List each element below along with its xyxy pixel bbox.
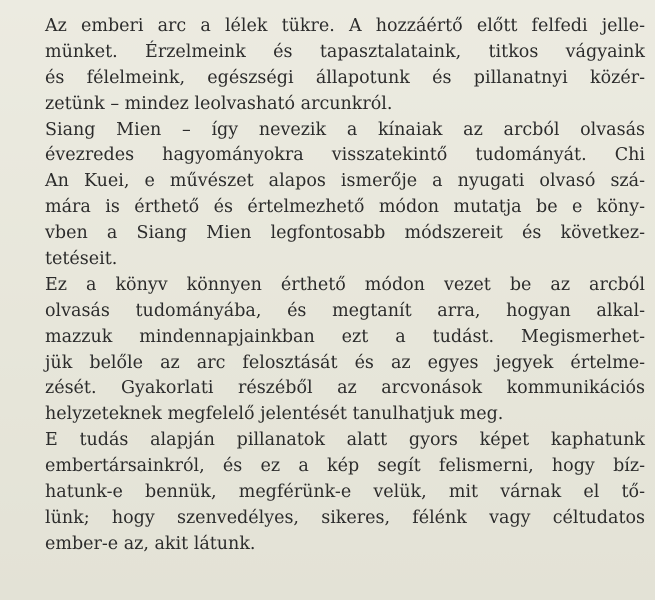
text-line: zését. Gyakorlati részéből az arcvonások kommunikációs: [45, 378, 645, 399]
text-line: mára is érthető és értelmezhető módon mutatja be e köny-: [45, 197, 645, 218]
text-line: tetéseit.: [45, 249, 118, 270]
text-line: Ez a könyv könnyen érthető módon vezet be az arcból: [45, 274, 645, 295]
text-line: és félelmeink, egészségi állapotunk és pillanatnyi közér-: [45, 67, 645, 88]
text-line: mazzuk mindennapjainkban ezt a tudást. Megismerhet-: [45, 326, 645, 347]
text-line: Siang Mien – így nevezik a kínaiak az arcból olvasás: [45, 119, 645, 140]
blurb-text: [45, 14, 645, 558]
text-line: ember-e az, akit látunk.: [45, 533, 256, 554]
text-line: Az emberi arc a lélek tükre. A hozzáértő előtt felfedi jelle-: [45, 16, 645, 36]
paragraph-4: [45, 428, 645, 557]
text-line: hatunk-e bennük, megférünk-e velük, mit várnak el tő-: [45, 482, 645, 503]
text-line: évezredes hagyományokra visszatekintő tudományát. Chi: [45, 145, 645, 166]
text-line: vben a Siang Mien legfontosabb módszereit és következ-: [45, 223, 645, 244]
text-line: münket. Érzelmeink és tapasztalataink, titkos vágyaink: [45, 41, 645, 62]
paragraph-2: [45, 118, 645, 273]
paragraph-1: [45, 14, 645, 118]
text-line: lünk; hogy szenvedélyes, sikeres, félénk vagy céltudatos: [45, 507, 645, 528]
text-line: helyzeteknek megfelelő jelentését tanulhatjuk meg.: [45, 404, 504, 425]
text-line: olvasás tudományába, és megtanít arra, hogyan alkal-: [45, 300, 645, 321]
text-line: An Kuei, e művészet alapos ismerője a nyugati olvasó szá-: [45, 171, 645, 192]
text-line: E tudás alapján pillanatok alatt gyors képet kaphatunk: [45, 430, 645, 451]
text-line: jük belőle az arc felosztását és az egyes jegyek értelme-: [45, 352, 645, 373]
text-line: embertársainkról, és ez a kép segít felismerni, hogy bíz-: [45, 456, 645, 477]
text-line: zetünk – mindez leolvasható arcunkról.: [45, 93, 393, 114]
paragraph-3: [45, 273, 645, 428]
